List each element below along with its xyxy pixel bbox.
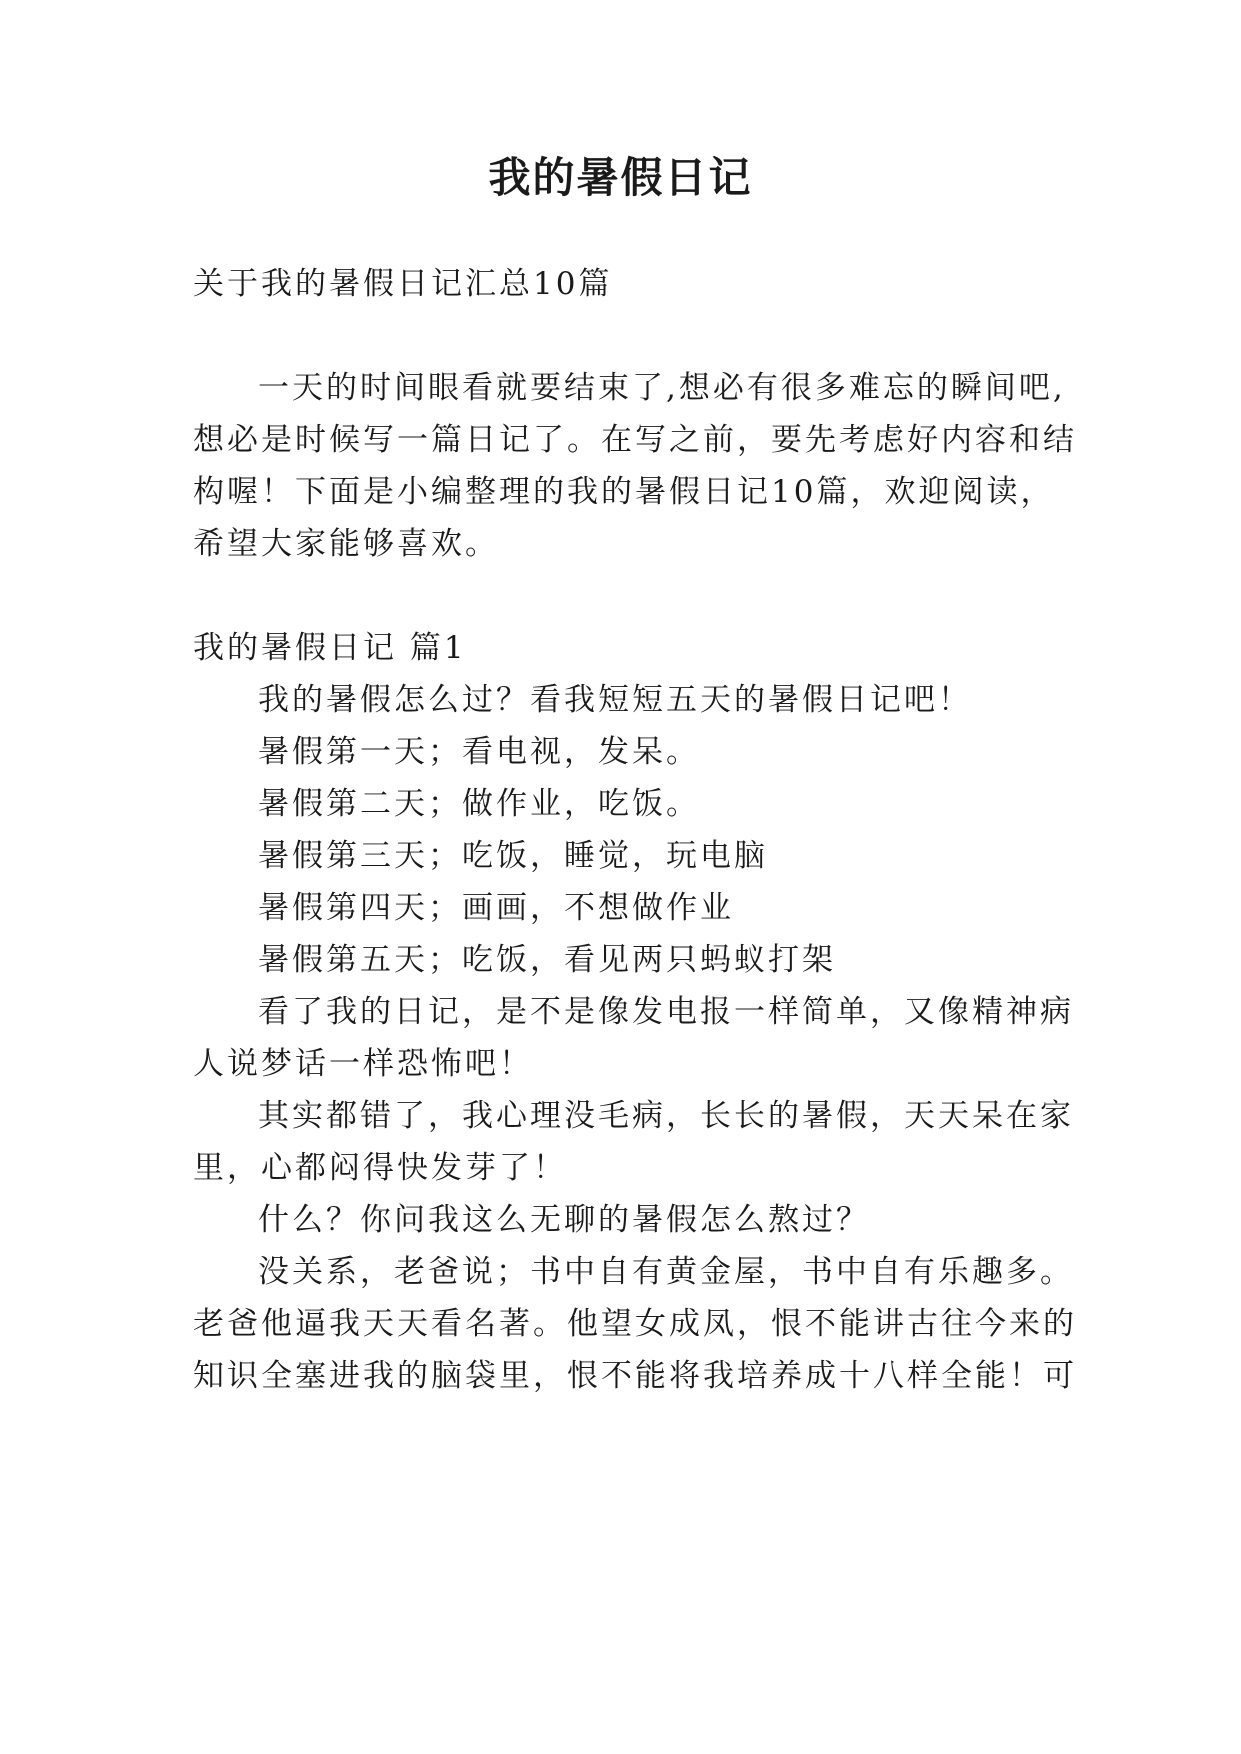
- body-line: 老爸他逼我天天看名著。他望女成凤，恨不能讲古往今来的: [193, 1306, 1077, 1342]
- body-line: 暑假第三天；吃饭，睡觉，玩电脑: [258, 838, 768, 874]
- body-line: 人说梦话一样恐怖吧！: [193, 1046, 533, 1082]
- body-line: 我的暑假怎么过？看我短短五天的暑假日记吧！: [258, 682, 972, 718]
- intro-line: 构喔！下面是小编整理的我的暑假日记10篇，欢迎阅读，: [193, 474, 1055, 510]
- body-line: 什么？你问我这么无聊的暑假怎么熬过？: [258, 1202, 870, 1238]
- body-line: 暑假第四天；画画，不想做作业: [258, 890, 734, 926]
- body-line: 暑假第一天；看电视，发呆。: [258, 734, 700, 770]
- body-line: 其实都错了，我心理没毛病，长长的暑假，天天呆在家: [258, 1098, 1074, 1134]
- body-line: 暑假第五天；吃饭，看见两只蚂蚁打架: [258, 942, 836, 978]
- body-line: 暑假第二天；做作业，吃饭。: [258, 786, 700, 822]
- intro-line: 一天的时间眼看就要结束了,想必有很多难忘的瞬间吧,: [258, 370, 1066, 406]
- intro-line: 想必是时候写一篇日记了。在写之前，要先考虑好内容和结: [193, 422, 1077, 458]
- body-line: 知识全塞进我的脑袋里，恨不能将我培养成十八样全能！可: [193, 1358, 1077, 1394]
- body-line: 里，心都闷得快发芽了！: [193, 1150, 567, 1186]
- intro-line: 希望大家能够喜欢。: [193, 526, 499, 562]
- document-title: 我的暑假日记: [488, 153, 753, 202]
- body-line: 看了我的日记，是不是像发电报一样简单，又像精神病: [258, 994, 1074, 1030]
- body-line: 没关系，老爸说；书中自有黄金屋，书中自有乐趣多。: [258, 1254, 1074, 1290]
- document-subtitle: 关于我的暑假日记汇总10篇: [193, 266, 613, 302]
- section-heading: 我的暑假日记 篇1: [193, 630, 467, 666]
